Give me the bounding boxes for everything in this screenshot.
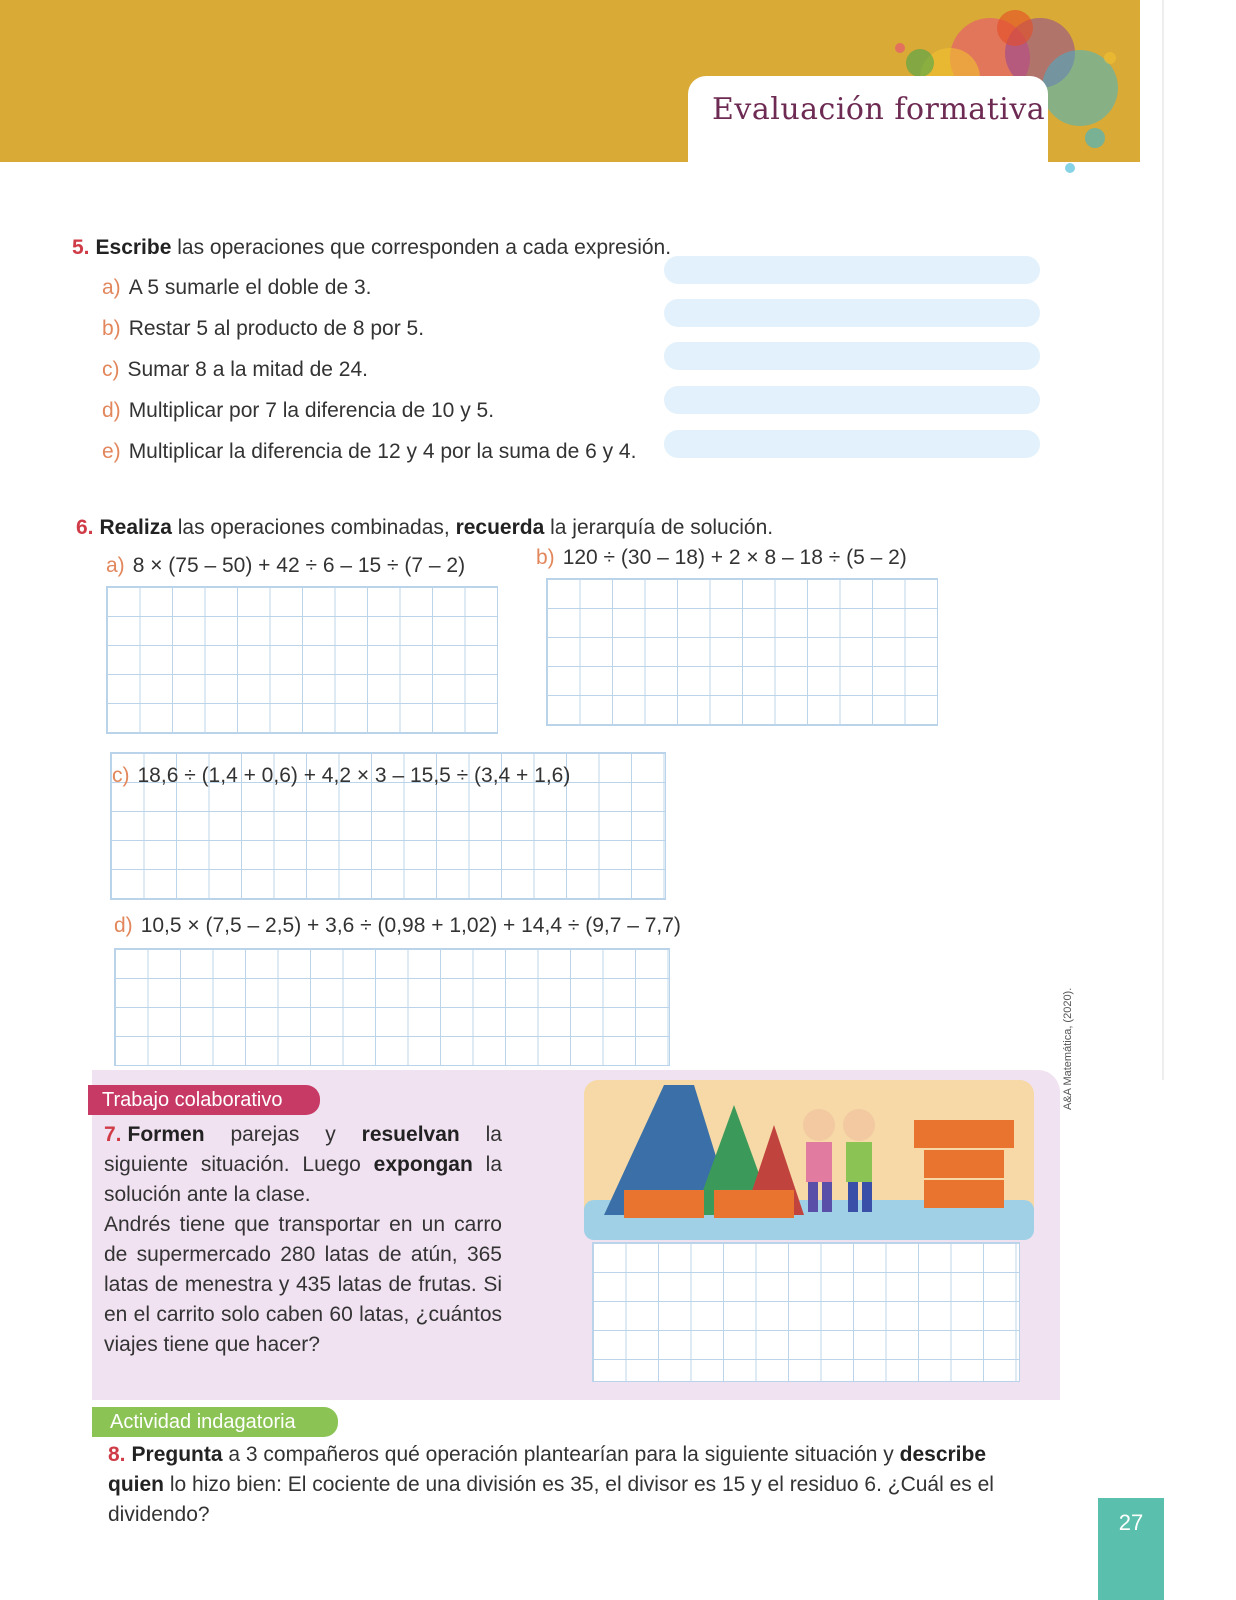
answer-field-a[interactable] xyxy=(664,256,1040,284)
question-number: 8. xyxy=(108,1443,126,1466)
item-letter: d) xyxy=(102,399,121,422)
answer-field-c[interactable] xyxy=(664,342,1040,370)
question-number: 6. xyxy=(76,516,94,539)
answer-field-b[interactable] xyxy=(664,299,1040,327)
item-text: A 5 sumarle el doble de 3. xyxy=(128,276,372,299)
work-grid-a[interactable] xyxy=(106,586,498,734)
question-text: la solución ante la clase. xyxy=(104,1153,502,1206)
question-verb: Pregunta xyxy=(131,1443,223,1466)
item-letter: b) xyxy=(102,317,121,340)
item-letter: d) xyxy=(114,914,133,937)
question-verb: Formen xyxy=(127,1123,205,1146)
question-verb: describe quien xyxy=(108,1443,987,1496)
item-text: Sumar 8 a la mitad de 24. xyxy=(127,358,368,381)
question-verb: Realiza xyxy=(99,516,172,539)
question-text: a 3 compañeros qué operación plantearían para la siguiente situación y xyxy=(222,1443,900,1466)
question-text: la jerarquía de solución. xyxy=(544,516,774,539)
problem-text: Andrés tiene que transportar en un carro de supermercado 280 latas de atún, 365 latas de menestra y 435 latas de frutas. Si en el carrito solo caben 60 latas, ¿cuántos viajes tiene que hacer? xyxy=(104,1213,502,1356)
item-expression: 8 × (75 – 50) + 42 ÷ 6 – 15 ÷ (7 – 2) xyxy=(132,554,466,577)
question-number: 7. xyxy=(104,1123,122,1146)
item-letter: c) xyxy=(112,764,130,787)
question-text: lo hizo bien: El cociente de una división es 35, el divisor es 15 y el residuo 6. ¿Cuál es el dividendo? xyxy=(108,1473,994,1526)
work-grid-d[interactable] xyxy=(114,948,670,1066)
item-text: Multiplicar por 7 la diferencia de 10 y 5. xyxy=(128,399,495,422)
question-verb: recuerda xyxy=(455,516,545,539)
q6-item-d xyxy=(114,914,681,938)
q5-item-b xyxy=(102,317,424,341)
question-number: 5. xyxy=(72,236,90,259)
item-letter: b) xyxy=(536,546,555,569)
question-verb: expongan xyxy=(373,1153,473,1176)
question-5 xyxy=(72,234,671,262)
page-title: Evaluación formativa xyxy=(712,92,1046,127)
question-verb: Escribe xyxy=(95,236,172,259)
question-text: las operaciones combinadas, xyxy=(171,516,456,539)
image-credit: A&A Matemática, (2020). xyxy=(1062,987,1074,1110)
work-grid-b[interactable] xyxy=(546,578,938,726)
question-6 xyxy=(76,514,773,542)
question-text: la siguiente situación. Luego xyxy=(104,1123,502,1176)
margin-rule xyxy=(1162,0,1164,1080)
page-number: 27 xyxy=(1098,1498,1164,1600)
q5-item-e xyxy=(102,440,636,464)
answer-field-e[interactable] xyxy=(664,430,1040,458)
item-letter: a) xyxy=(102,276,121,299)
supermarket-cans-illustration xyxy=(584,1080,1034,1240)
question-verb: resuelvan xyxy=(361,1123,460,1146)
q6-item-a xyxy=(106,554,465,578)
question-8 xyxy=(108,1440,1038,1530)
item-text: Multiplicar la diferencia de 12 y 4 por la suma de 6 y 4. xyxy=(128,440,637,463)
item-expression: 120 ÷ (30 – 18) + 2 × 8 – 18 ÷ (5 – 2) xyxy=(562,546,907,569)
q6-item-c xyxy=(112,764,570,788)
q5-item-d xyxy=(102,399,494,423)
collaborative-work-tag: Trabajo colaborativo xyxy=(88,1085,320,1115)
item-expression: 18,6 ÷ (1,4 + 0,6) + 4,2 × 3 – 15,5 ÷ (3,4 + 1,6) xyxy=(137,764,571,787)
item-letter: e) xyxy=(102,440,121,463)
item-letter: a) xyxy=(106,554,125,577)
item-letter: c) xyxy=(102,358,120,381)
work-grid-7[interactable] xyxy=(592,1242,1020,1382)
item-expression: 10,5 × (7,5 – 2,5) + 3,6 ÷ (0,98 + 1,02) + 14,4 ÷ (9,7 – 7,7) xyxy=(140,914,681,937)
q6-item-b xyxy=(536,546,907,570)
q5-item-c xyxy=(102,358,368,382)
question-7 xyxy=(104,1120,502,1360)
q5-item-a xyxy=(102,276,372,300)
inquiry-activity-tag: Actividad indagatoria xyxy=(92,1407,338,1437)
question-text: las operaciones que corresponden a cada expresión. xyxy=(171,236,672,259)
answer-field-d[interactable] xyxy=(664,386,1040,414)
question-text: parejas y xyxy=(204,1123,362,1146)
item-text: Restar 5 al producto de 8 por 5. xyxy=(128,317,425,340)
